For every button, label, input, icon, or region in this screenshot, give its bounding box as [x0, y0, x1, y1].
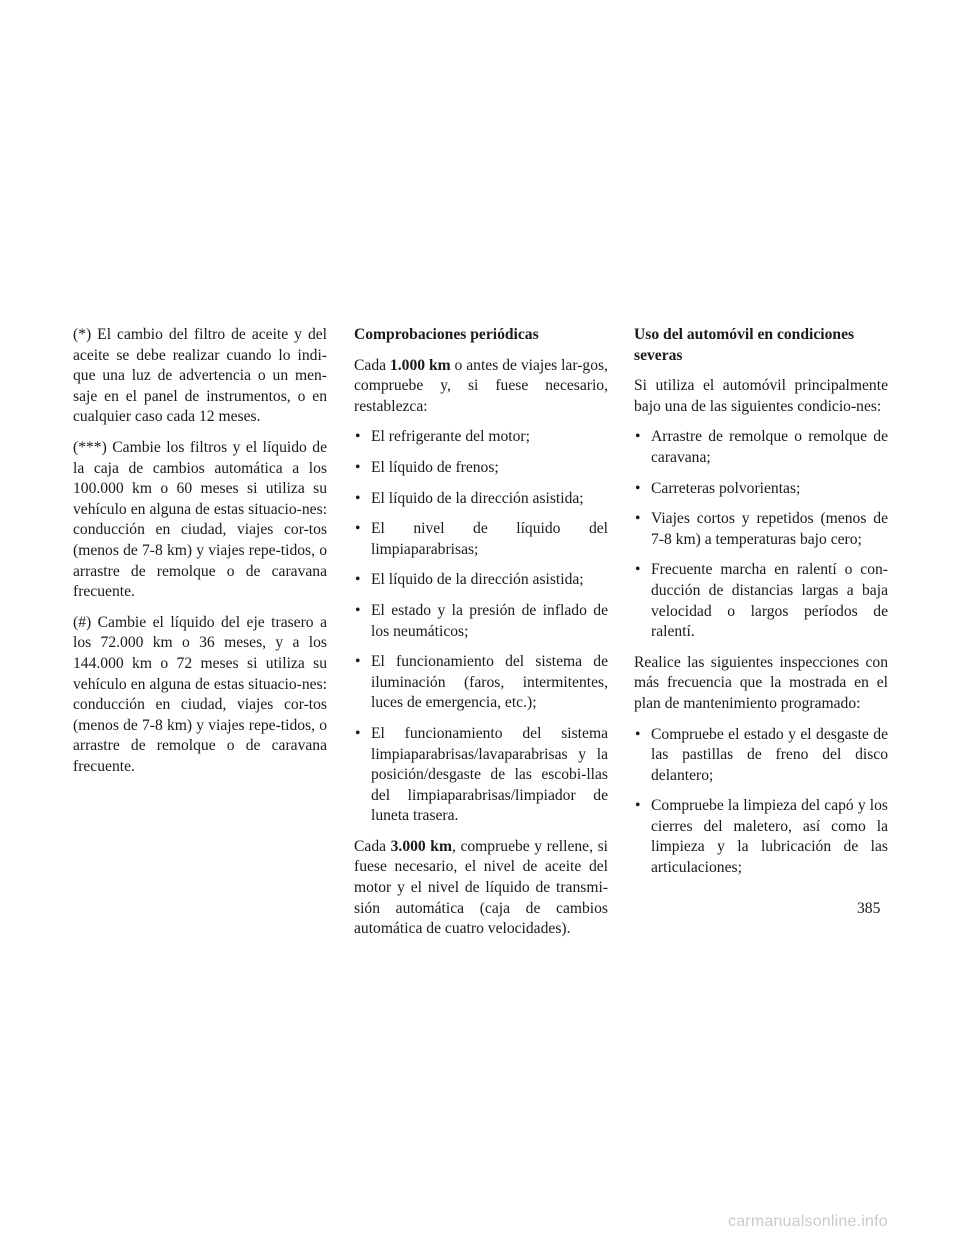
list-item-text: El nivel de líquido del limpiaparabrisas;: [371, 520, 608, 558]
bullet: •: [355, 653, 361, 671]
severe-conditions-intro: Si utiliza el automóvil principalmente bajo una de las siguientes condicio-nes:: [634, 377, 888, 415]
periodic-checks-intro: [354, 356, 608, 418]
column-left: [73, 325, 327, 787]
list-item: [634, 560, 888, 642]
list-item-text: Viajes cortos y repetidos (menos de 7-8 km) a temperaturas bajo cero;: [651, 510, 888, 548]
list-item-text: Arrastre de remolque o remolque de caravana;: [651, 428, 888, 466]
list-item: [634, 509, 888, 550]
column-middle: [354, 325, 608, 950]
intro-prefix: Cada: [354, 356, 390, 374]
list-item-text: El líquido de la dirección asistida;: [371, 489, 584, 507]
intro-rest: o antes de viajes lar-gos, compruebe y, si fuese necesario, restablezca:: [354, 356, 608, 415]
intro-distance: 1.000 km: [389, 356, 451, 374]
bullet: •: [355, 601, 361, 619]
bullet: •: [355, 428, 361, 446]
list-item: [354, 458, 608, 479]
bullet: •: [635, 510, 641, 528]
bullet: •: [355, 571, 361, 589]
periodic-checks-outro: [354, 837, 608, 940]
list-item: [634, 796, 888, 878]
list-item-text: El funcionamiento del sistema de iluminación (faros, intermitentes, luces de emergencia, etc.);: [371, 653, 608, 712]
list-item: [354, 601, 608, 642]
list-item-text: El funcionamiento del sistema limpiaparabrisas/lavaparabrisas y la posición/desgaste de las escobi-llas del limpiaparabrisas/limpiador de luneta trasera.: [371, 724, 608, 825]
bullet: •: [635, 428, 641, 446]
periodic-checks-heading: Comprobaciones periódicas: [354, 326, 539, 343]
note-rear-axle-fluid: (#) Cambie el líquido del eje trasero a los 72.000 km o 36 meses, y a los 144.000 km o 72 meses si utiliza su vehículo en alguna de estas situacio-nes: conducción en ciudad, viajes cor-tos (menos de 7-8 km) y viajes repe-tidos, o arrastre de remolque o de caravana frecuente.: [73, 613, 327, 775]
list-item-text: El refrigerante del motor;: [371, 428, 530, 446]
list-item-text: Compruebe la limpieza del capó y los cierres del maletero, así como la limpieza y la lubricación de las articulaciones;: [651, 797, 888, 877]
list-item: [634, 725, 888, 787]
list-item: [354, 652, 608, 714]
list-item: [634, 427, 888, 468]
outro-distance: 3.000 km: [390, 837, 452, 855]
bullet: •: [635, 797, 641, 815]
note-transmission-fluid: (***) Cambie los filtros y el líquido de la caja de cambios automática a los 100.000 km o 60 meses si utiliza su vehículo en alguna de estas situacio-nes: conducción en ciudad, viajes cor-tos (menos de 7-8 km) y viajes repe-tidos, o arrastre de remolque o de caravana frecuente.: [73, 438, 327, 601]
bullet: •: [355, 520, 361, 538]
list-item: [354, 570, 608, 591]
severe-conditions-heading: Uso del automóvil en condiciones severas: [634, 326, 855, 364]
list-item-text: El estado y la presión de inflado de los neumáticos;: [371, 601, 608, 640]
bullet: •: [355, 489, 361, 507]
list-item-text: Carreteras polvorientas;: [651, 479, 801, 497]
list-item: [354, 724, 608, 827]
list-item-text: El líquido de frenos;: [371, 458, 499, 476]
list-item-text: Frecuente marcha en ralentí o con-ducción de distancias largas a baja velocidad o largos períodos de ralentí.: [651, 561, 888, 641]
bullet: •: [355, 724, 361, 742]
column-right: [634, 325, 888, 889]
list-item-text: El líquido de la dirección asistida;: [371, 571, 584, 589]
list-item: [354, 427, 608, 448]
list-item: [634, 479, 888, 500]
note-oil-filter: (*) El cambio del filtro de aceite y del aceite se debe realizar cuando lo indi-que una luz de advertencia o un men-saje en el panel de instrumentos, o en cualquier caso cada 12 meses.: [73, 326, 327, 426]
list-item-text: Compruebe el estado y el desgaste de las pastillas de freno del disco delantero;: [651, 725, 888, 784]
periodic-checks-list: [354, 427, 608, 827]
inspections-list: [634, 725, 888, 879]
bullet: •: [355, 458, 361, 476]
page-number: 385: [857, 900, 881, 917]
list-item: [354, 519, 608, 560]
list-item: [354, 489, 608, 510]
severe-conditions-list: [634, 427, 888, 642]
bullet: •: [635, 725, 641, 743]
bullet: •: [635, 479, 641, 497]
outro-rest: , compruebe y rellene, si fuese necesario, el nivel de aceite del motor y el nivel de líquido de transmi-sión automática (caja de cambios automática de cuatro velocidades).: [354, 837, 608, 938]
watermark: carmanualsonline.info: [728, 1213, 888, 1230]
outro-prefix: Cada: [354, 837, 391, 855]
inspections-intro: Realice las siguientes inspecciones con más frecuencia que la mostrada en el plan de mantenimiento programado:: [634, 653, 888, 712]
bullet: •: [635, 561, 641, 579]
